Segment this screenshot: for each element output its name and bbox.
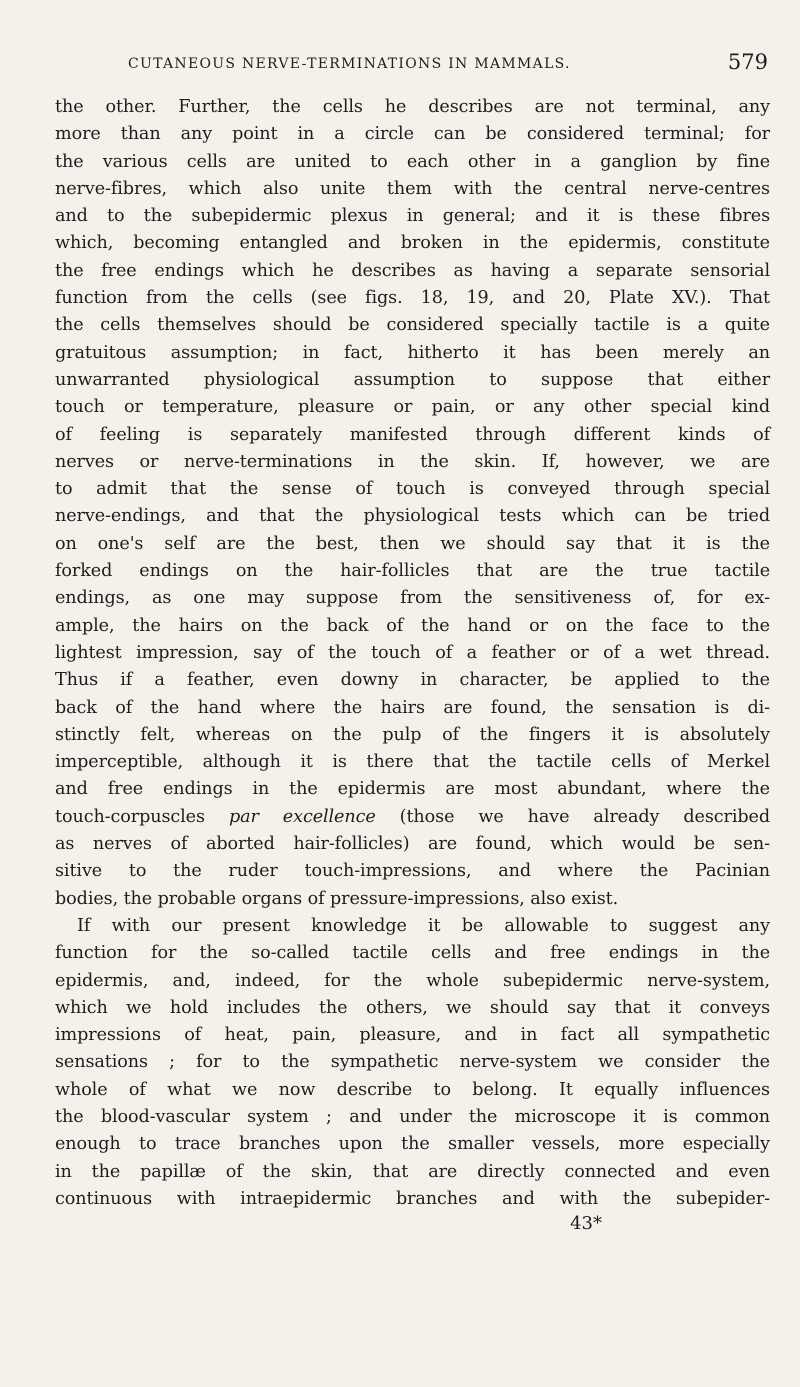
- text-line: Thus if a feather, even downy in character, be applied to the: [55, 670, 770, 691]
- text-line: enough to trace branches upon the smaller vessels, more especially: [55, 1134, 770, 1155]
- text-line: as nerves of aborted hair-follicles) are found, which would be sen-: [55, 834, 770, 855]
- text-line: function for the so-called tactile cells and free endings in the: [55, 943, 770, 964]
- page-number: 579: [727, 50, 768, 74]
- text-line: the other. Further, the cells he describes are not terminal, any: [55, 97, 770, 117]
- text-line: unwarranted physiological assumption to suppose that either: [55, 369, 770, 390]
- text-line: sitive to the ruder touch-impressions, and where the Pacinian: [55, 861, 770, 882]
- text-line: the blood-vascular system ; and under the microscope it is common: [55, 1106, 770, 1127]
- text-line: nerves or nerve-terminations in the skin. If, however, we are: [55, 451, 770, 472]
- text-line: stinctly felt, whereas on the pulp of the fingers it is absolutely: [55, 724, 770, 745]
- signature-mark: 43*: [570, 1213, 602, 1234]
- text-line: nerve-fibres, which also unite them with the central nerve-centres: [55, 178, 770, 199]
- text-line: nerve-endings, and that the physiological tests which can be tried: [55, 506, 770, 527]
- text-line: sensations ; for to the sympathetic nerve-system we consider the: [55, 1052, 770, 1073]
- page-header: [128, 50, 768, 80]
- text-line: ample, the hairs on the back of the hand or on the face to the: [55, 615, 770, 636]
- text-line: to admit that the sense of touch is conveyed through special: [55, 479, 770, 500]
- text-line: and to the subepidermic plexus in general; and it is these fibres: [55, 206, 770, 227]
- text-line: gratuitous assumption; in fact, hitherto it has been merely an: [55, 342, 770, 363]
- text-line: whole of what we now describe to belong. It equally influences: [55, 1079, 770, 1100]
- text-line: of feeling is separately manifested through different kinds of: [55, 424, 770, 445]
- text-line: the cells themselves should be considered specially tactile is a quite: [55, 315, 770, 336]
- text-line: forked endings on the hair-follicles that are the true tactile: [55, 561, 770, 582]
- text-line: imperceptible, although it is there that the tactile cells of Merkel: [55, 752, 770, 773]
- text-line: continuous with intraepidermic branches and with the subepider-: [55, 1188, 770, 1209]
- text-line: endings, as one may suppose from the sensitiveness of, for ex-: [55, 588, 770, 609]
- text-line: the various cells are united to each other in a ganglion by fine: [55, 151, 770, 172]
- text-line: the free endings which he describes as having a separate sensorial: [55, 260, 770, 281]
- text-line: more than any point in a circle can be considered terminal; for: [55, 124, 770, 145]
- text-line: lightest impression, say of the touch of a feather or of a wet thread.: [55, 642, 770, 663]
- text-line: If with our present knowledge it be allowable to suggest any: [77, 915, 770, 936]
- text-line: bodies, the probable organs of pressure-impressions, also exist.: [55, 888, 619, 909]
- text-line: touch-corpuscles par excellence (those we have already described: [55, 806, 771, 827]
- text-line: function from the cells (see figs. 18, 19, and 20, Plate XV.). That: [55, 288, 770, 309]
- text-line: epidermis, and, indeed, for the whole subepidermic nerve-system,: [55, 970, 770, 991]
- text-line: back of the hand where the hairs are found, the sensation is di-: [55, 697, 770, 718]
- text-line: touch or temperature, pleasure or pain, or any other special kind: [55, 397, 770, 418]
- running-head: CUTANEOUS NERVE-TERMINATIONS IN MAMMALS.: [128, 56, 571, 72]
- text-line: and free endings in the epidermis are most abundant, where the: [55, 779, 770, 800]
- text-line: impressions of heat, pain, pleasure, and in fact all sympathetic: [55, 1025, 770, 1046]
- body-text: [55, 94, 770, 1213]
- text-line: on one's self are the best, then we should say that it is the: [55, 533, 770, 554]
- text-line: which we hold includes the others, we should say that it conveys: [55, 997, 770, 1018]
- text-line: in the papillæ of the skin, that are directly connected and even: [55, 1161, 770, 1182]
- text-line: which, becoming entangled and broken in the epidermis, constitute: [55, 233, 770, 254]
